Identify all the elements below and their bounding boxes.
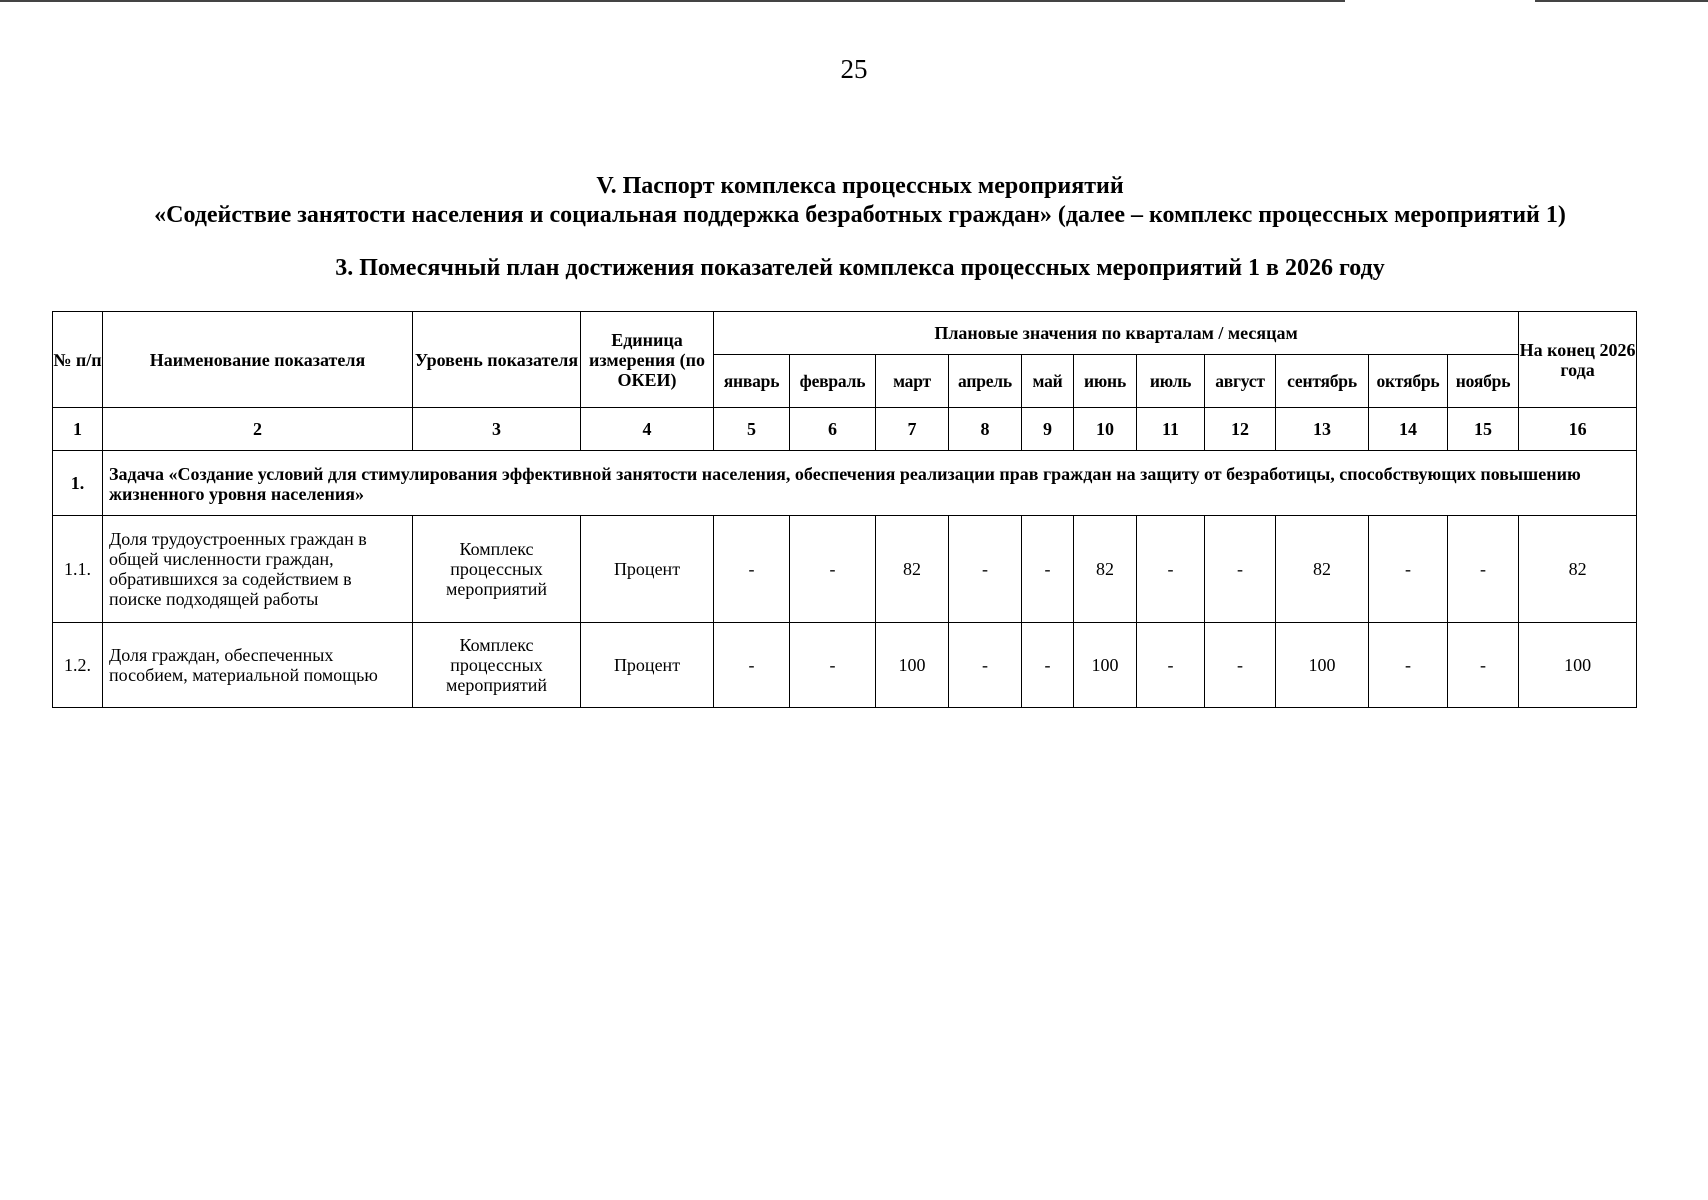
month-value: - (1448, 516, 1519, 623)
column-number: 1 (53, 408, 103, 451)
month-value: - (714, 623, 790, 708)
indicator-number: 1.1. (53, 516, 103, 623)
header-month: март (876, 355, 949, 408)
column-number: 10 (1074, 408, 1137, 451)
month-value: 82 (876, 516, 949, 623)
page-number: 25 (840, 54, 868, 84)
header-planned-values: Плановые значения по кварталам / месяцам (714, 312, 1519, 355)
column-number: 7 (876, 408, 949, 451)
month-value: - (1137, 623, 1205, 708)
column-number: 5 (714, 408, 790, 451)
header-month: апрель (949, 355, 1022, 408)
month-value: - (790, 623, 876, 708)
column-number: 16 (1519, 408, 1637, 451)
task-number: 1. (53, 451, 103, 516)
indicator-unit: Процент (581, 516, 714, 623)
header-row (53, 312, 1637, 355)
table-row (53, 623, 1637, 708)
month-value: - (949, 623, 1022, 708)
column-number: 13 (1276, 408, 1369, 451)
section-subtitle: «Содействие занятости населения и социальная поддержка безработных граждан» (далее – комплекс процессных мероприятий 1) (154, 202, 1566, 228)
header-month: ноябрь (1448, 355, 1519, 408)
indicator-number: 1.2. (53, 623, 103, 708)
month-value: - (1205, 623, 1276, 708)
header-month: октябрь (1369, 355, 1448, 408)
header-no: № п/п (53, 312, 103, 408)
header-month: июль (1137, 355, 1205, 408)
scan-edge-line (1535, 0, 1708, 2)
header-month: август (1205, 355, 1276, 408)
month-value: 100 (1074, 623, 1137, 708)
header-month: январь (714, 355, 790, 408)
header-unit: Единица измерения (по ОКЕИ) (581, 312, 714, 408)
column-number: 3 (413, 408, 581, 451)
header-month: май (1022, 355, 1074, 408)
indicator-name: Доля граждан, обеспеченных пособием, материальной помощью (103, 623, 413, 708)
header-level: Уровень показателя (413, 312, 581, 408)
month-value: - (1205, 516, 1276, 623)
indicator-unit: Процент (581, 623, 714, 708)
month-value: - (1137, 516, 1205, 623)
month-value: - (1022, 516, 1074, 623)
task-row (53, 451, 1637, 516)
end-value: 100 (1519, 623, 1637, 708)
column-number: 9 (1022, 408, 1074, 451)
column-number: 8 (949, 408, 1022, 451)
month-value: - (790, 516, 876, 623)
column-number: 11 (1137, 408, 1205, 451)
task-description: Задача «Создание условий для стимулирования эффективной занятости населения, обеспечения реализации прав граждан на защиту от безработицы, способствующих повышению жизненного уровня населения» (103, 451, 1637, 516)
header-month: февраль (790, 355, 876, 408)
month-value: - (949, 516, 1022, 623)
column-number: 15 (1448, 408, 1519, 451)
scan-edge-line (0, 0, 1345, 2)
header-end-value: На конец 2026 года (1519, 312, 1637, 408)
column-number: 14 (1369, 408, 1448, 451)
column-number: 2 (103, 408, 413, 451)
month-value: 100 (876, 623, 949, 708)
monthly-plan-table (52, 311, 1637, 708)
month-value: - (1369, 623, 1448, 708)
header-name: Наименование показателя (103, 312, 413, 408)
end-value: 82 (1519, 516, 1637, 623)
header-month: июнь (1074, 355, 1137, 408)
section-title-block (40, 172, 1680, 230)
indicator-level: Комплекс процессных мероприятий (413, 623, 581, 708)
month-value: - (1448, 623, 1519, 708)
column-number: 12 (1205, 408, 1276, 451)
month-value: 100 (1276, 623, 1369, 708)
indicator-name: Доля трудоустроенных граждан в общей численности граждан, обратившихся за содействием в поиске подходящей работы (103, 516, 413, 623)
column-number: 4 (581, 408, 714, 451)
month-value: 82 (1074, 516, 1137, 623)
table-row (53, 516, 1637, 623)
header-month: сентябрь (1276, 355, 1369, 408)
column-number: 6 (790, 408, 876, 451)
plan-title: 3. Помесячный план достижения показателей комплекса процессных мероприятий 1 в 2026 году (335, 255, 1385, 281)
month-value: - (1022, 623, 1074, 708)
month-value: - (714, 516, 790, 623)
month-value: 82 (1276, 516, 1369, 623)
indicator-level: Комплекс процессных мероприятий (413, 516, 581, 623)
month-value: - (1369, 516, 1448, 623)
section-title: V. Паспорт комплекса процессных мероприятий (596, 173, 1124, 199)
column-number-row (53, 408, 1637, 451)
